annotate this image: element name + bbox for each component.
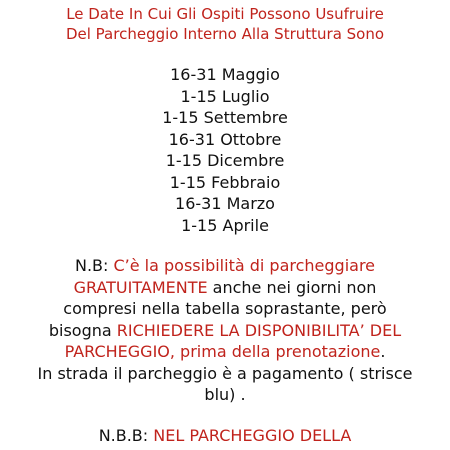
nbb-prefix: N.B.B:: [98, 426, 154, 445]
nb-line-2: [0, 277, 450, 299]
nb-text-2: anche nei giorni non: [207, 277, 377, 297]
nb-text-period: .: [380, 342, 386, 361]
date-item: 16-31 Ottobre: [168, 129, 282, 149]
header-line-1: Le Date In Cui Gli Ospiti Possono Usufruire: [66, 5, 384, 23]
date-item: 16-31 Marzo: [175, 194, 275, 213]
nb-text-richiedere: RICHIEDERE LA DISPONIBILITA’ DEL: [116, 320, 402, 340]
nb-text-gratuitamente: GRATUITAMENTE: [73, 277, 208, 297]
nb-text-bisogna: bisogna: [48, 320, 117, 340]
date-item: 1-15 Dicembre: [165, 151, 285, 170]
nb-note: [0, 255, 450, 406]
header-line-2: Del Parcheggio Interno Alla Struttura Sono: [65, 25, 385, 43]
nb-line-5: [0, 341, 450, 363]
date-item: 1-15 Febbraio: [169, 172, 281, 192]
date-item: 1-15 Settembre: [162, 108, 288, 127]
dates-list: [0, 64, 450, 236]
nbb-line-1: [0, 425, 450, 447]
nb-text-parcheggio: PARCHEGGIO, prima della prenotazione: [64, 342, 381, 361]
nb-line-1: [0, 255, 450, 277]
date-item: 1-15 Luglio: [180, 86, 270, 106]
nb-prefix: N.B:: [74, 256, 114, 275]
nb-text-1: C’è la possibilità di parcheggiare: [113, 256, 376, 275]
nb-line-3: compresi nella tabella soprastante, però: [63, 299, 387, 318]
nbb-note: [0, 425, 450, 447]
date-item: 1-15 Aprile: [181, 215, 269, 235]
nb-line-7: blu) .: [204, 385, 246, 404]
date-item: 16-31 Maggio: [170, 65, 280, 84]
nb-line-6: In strada il parcheggio è a pagamento ( strisce: [37, 363, 413, 383]
nbb-text-1: NEL PARCHEGGIO DELLA: [153, 426, 352, 445]
nb-line-4: [0, 320, 450, 342]
